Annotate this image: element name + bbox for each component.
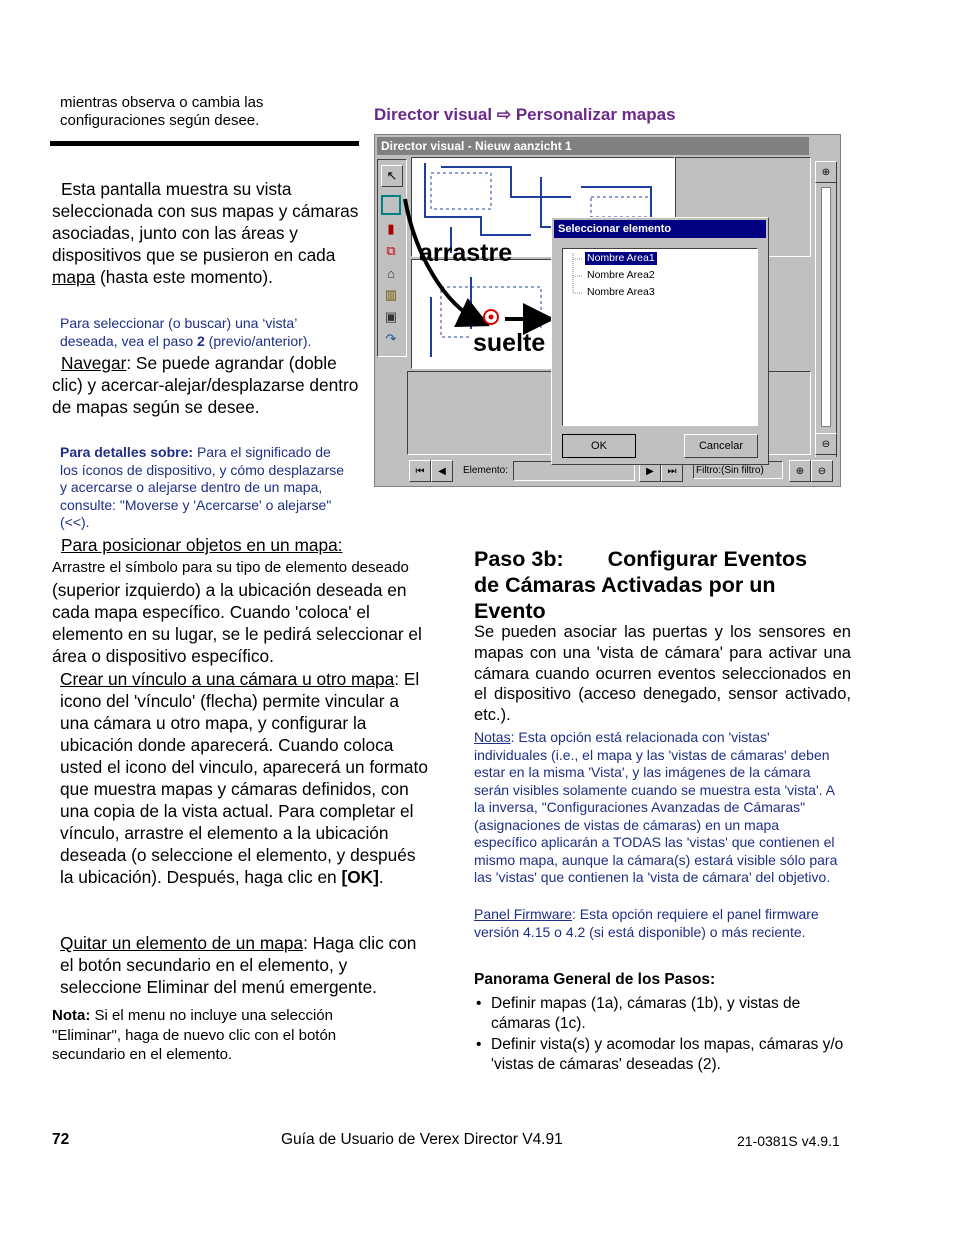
zoom-out-icon[interactable]: ⊖ — [815, 433, 837, 455]
pointer-tool-icon[interactable]: ↖ — [381, 165, 403, 187]
divider — [50, 141, 359, 146]
last-icon[interactable]: ⏭ — [661, 460, 683, 482]
overview-list — [474, 994, 844, 1074]
posicionar-heading: Para posicionar objetos en un mapa: — [61, 535, 343, 555]
zoom-out-bottom-icon[interactable]: ⊖ — [811, 460, 833, 482]
drag-label: arrastre — [419, 239, 513, 267]
intro-paragraph: Esta pantalla muestra su vista seleccionada con sus mapas y cámaras asociadas, junto con las áreas y dispositivos que se pusieron en cada mapa (hasta este momento). — [52, 179, 359, 287]
panel-firmware-paragraph: Panel Firmware: Esta opción requiere el panel firmware versión 4.15 o 4.2 (si está disponible) o más reciente. — [474, 906, 819, 940]
filter-select[interactable]: Filtro:(Sin filtro) — [693, 461, 783, 479]
top-note: mientras observa o cambia las configuraciones según desee. — [60, 94, 264, 129]
mapa-link: mapa — [52, 267, 96, 287]
building-tool-icon[interactable]: ⌂ — [387, 265, 395, 281]
navegar-paragraph: Navegar: Se puede agrandar (doble clic) y acercar-alejar/desplazarse dentro de mapas según se desee. — [52, 353, 359, 417]
tree-item[interactable]: Nombre Area1 — [587, 252, 655, 264]
list-item: • Definir vista(s) y acomodar los mapas, cámaras y/o 'vistas de cámaras' deseadas (2). — [474, 1035, 844, 1074]
zoom-in-icon[interactable]: ⊕ — [815, 161, 837, 183]
nota-paragraph: Nota: Si el menu no incluye una selección "Eliminar", haga de nuevo clic con el botón secundario en el elemento. — [52, 1007, 337, 1063]
first-icon[interactable]: ⏮ — [409, 460, 431, 482]
quitar-paragraph: Quitar un elemento de un mapa: Haga clic con el botón secundario en el elemento, y seleccione Eliminar del menú emergente. — [60, 933, 417, 997]
tree-item[interactable]: Nombre Area2 — [587, 269, 655, 281]
elemento-label: Elemento: — [463, 465, 509, 476]
prev-icon[interactable]: ◀ — [431, 460, 453, 482]
footer-title: Guía de Usuario de Verex Director V4.91 — [281, 1131, 563, 1148]
notas-paragraph: Notas: Esta opción está relacionada con 'vistas' individuales (i.e., el mapa y las 'vistas de cámaras' deben estar en la misma 'Vista', y las imágenes de la cámara serán visibles solamente cuando se muestra esta 'vista'. A la inversa, "Configuraciones Avanzadas de Cámaras" (asignaciones de vistas de cámaras) en un mapa específico aplicarán a TODAS las 'vistas' que contienen el mismo mapa, aunque la cámara(s) estará visible sólo para las 'vistas' que contienen la 'vista de cámara' del objetivo. — [474, 729, 838, 885]
cancel-button[interactable]: Cancelar — [684, 434, 758, 458]
step-paragraph: Se pueden asociar las puertas y los sensores en mapas con una 'vista de cámara' para activar una cámara cuando ocurren eventos seleccionados en el dispositivo (acceso denegado, sensor activado, etc.). — [474, 623, 851, 725]
arrastre-paragraph: Arrastre el símbolo para su tipo de elemento deseado (superior izquierdo) a la ubicación deseada en cada mapa específico. Cuando 'coloca' el elemento en su lugar, se le pedirá seleccionar el área o dispositivo específico. — [52, 559, 422, 666]
zoom-track[interactable] — [821, 187, 831, 427]
window-title: Director visual - Nieuw aanzicht 1 — [377, 137, 809, 155]
element-tree[interactable] — [562, 248, 758, 426]
list-item: • Definir mapas (1a), cámaras (1b), y vistas de cámaras (1c). — [474, 994, 844, 1033]
dialog-title: Seleccionar elemento — [554, 220, 766, 238]
vinculo-paragraph: Crear un vínculo a una cámara u otro mapa: El icono del 'vínculo' (flecha) permite vincular a una cámara u otro mapa, y configurar la ubicación donde aparecerá. Cuando coloca usted el icono del vinculo, aparecerá un formato que muestra mapas y cámaras definidos, con una copia de la vista actual. Para completar el vínculo, arrastre el elemento a la ubicación deseada (o seleccione el elemento, y después la ubicación). Después, haga clic en [OK]. — [60, 669, 428, 887]
ok-button[interactable]: OK — [562, 434, 636, 458]
step-heading: Paso 3b: Configurar Eventos de Cámaras Activadas por un Evento — [474, 547, 808, 623]
overview-title: Panorama General de los Pasos: — [474, 971, 716, 988]
director-visual-screenshot — [374, 134, 841, 487]
tree-item[interactable]: Nombre Area3 — [587, 286, 655, 298]
figure-caption: Director visual ⇨ Personalizar mapas — [374, 105, 676, 124]
select-element-dialog — [551, 217, 769, 465]
footer-doc-id: 21-0381S v4.9.1 — [737, 1133, 840, 1149]
tree-lines — [569, 253, 585, 303]
drop-label: suelte — [469, 329, 549, 358]
detalles-note: Para detalles sobre: Para el significado de los íconos de dispositivo, y cómo desplazarse y acercarse o alejarse dentro de un mapa, consulte: "Moverse y 'Acercarse' o alejarse" (<<). — [60, 444, 345, 530]
page-number: 72 — [52, 1131, 70, 1148]
note-select-view: Para seleccionar (o buscar) una ‘vista’ deseada, vea el paso 2 (previo/anterior). — [60, 315, 312, 349]
camera-tool-icon[interactable]: ▣ — [384, 309, 398, 324]
link-arrow-tool-icon[interactable]: ↷ — [385, 331, 397, 346]
zoom-in-bottom-icon[interactable]: ⊕ — [789, 460, 811, 482]
door-tool-icon[interactable]: ▮ — [387, 221, 395, 236]
reader-tool-icon[interactable]: ⧉ — [386, 243, 396, 258]
panel-tool-icon[interactable]: ▥ — [384, 287, 398, 302]
next-icon[interactable]: ▶ — [639, 460, 661, 482]
